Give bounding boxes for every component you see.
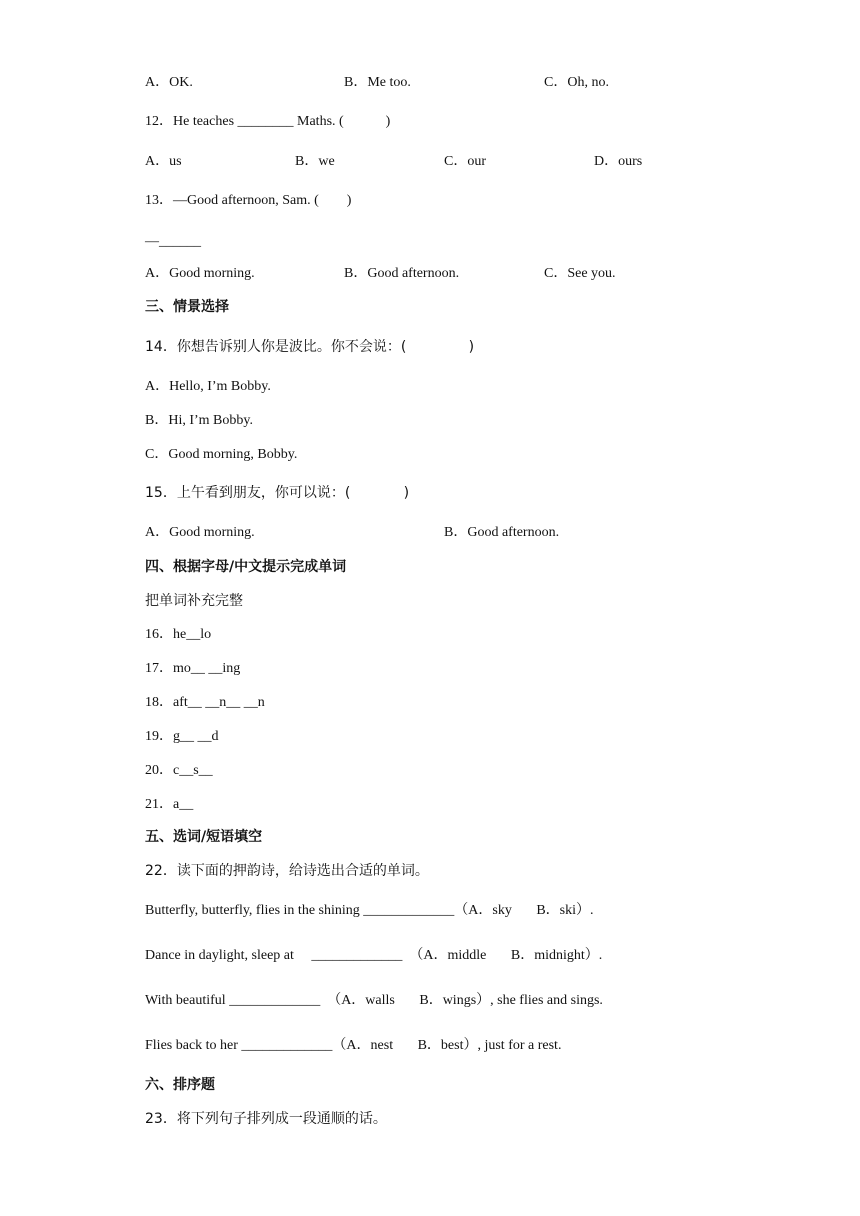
poem-line: Flies back to her _____________（A．nest B．best）, just for a rest. [145,1038,562,1053]
q14-option-a: A．Hello, I’m Bobby. [145,379,271,394]
word-item: 17．mo__ __ing [145,661,241,676]
q13-option-c: C．See you. [544,266,616,281]
q12-option-d: D．ours [594,154,643,169]
q13-answer-line: —______ [145,234,201,249]
q15-option-b: B．Good afternoon. [444,525,560,540]
q12-option-c: C．our [444,154,486,169]
q14-option-b: B．Hi, I’m Bobby. [145,413,253,428]
word-item: 21．a__ [145,797,194,812]
word-item: 19．g__ __d [145,729,219,744]
q22-stem: 22．读下面的押韵诗，给诗选出合适的单词。 [145,863,429,879]
section-4-title: 四、根据字母/中文提示完成单词 [145,559,347,575]
word-item: 20．c__s__ [145,763,213,778]
q11-option-b: B．Me too. [344,75,411,90]
poem-line: With beautiful _____________ （A．walls B．wings）, she flies and sings. [145,993,603,1008]
q12-option-b: B．we [295,154,335,169]
word-item: 18．aft__ __n__ __n [145,695,265,710]
section-4-instruction: 把单词补充完整 [145,593,243,609]
q15-option-a: A．Good morning. [145,525,255,540]
q15-stem: 15．上午看到朋友，你可以说：( ) [145,485,410,501]
section-3-title: 三、情景选择 [145,299,229,315]
q11-option-c: C．Oh, no. [544,75,609,90]
section-6-title: 六、排序题 [145,1077,215,1093]
poem-line: Dance in daylight, sleep at _____________ （A．middle B．midnight）. [145,948,603,963]
q12-option-a: A．us [145,154,182,169]
q13-stem: 13．—Good afternoon, Sam. ( ) [145,193,352,208]
word-item: 16．he__lo [145,627,212,642]
q11-option-a: A．OK. [145,75,193,90]
section-5-title: 五、选词/短语填空 [145,829,263,845]
q14-stem: 14．你想告诉别人你是波比。你不会说：( ) [145,339,475,355]
q12-stem: 12．He teaches ________ Maths. ( ) [145,114,391,129]
q13-option-b: B．Good afternoon. [344,266,460,281]
q14-option-c: C．Good morning, Bobby. [145,447,298,462]
poem-line: Butterfly, butterfly, flies in the shining _____________（A．sky B．ski）. [145,903,594,918]
q13-option-a: A．Good morning. [145,266,255,281]
q23-stem: 23．将下列句子排列成一段通顺的话。 [145,1111,387,1127]
